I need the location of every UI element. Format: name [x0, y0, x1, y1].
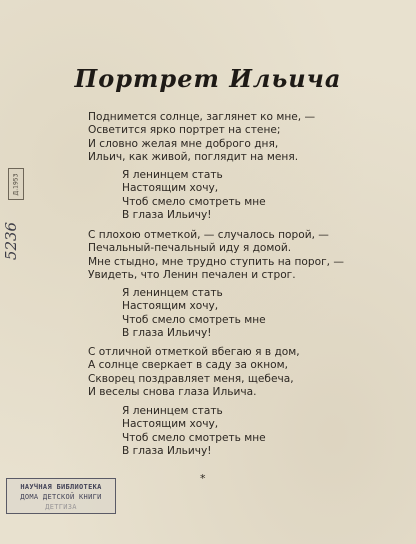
stanza-line: Осветится ярко портрет на стене;	[88, 124, 281, 137]
refrain-3	[122, 405, 266, 459]
refrain-line: Я ленинцем стать	[122, 405, 223, 417]
refrain-line: Я ленинцем стать	[122, 169, 223, 181]
refrain-line: Настоящим хочу,	[122, 418, 219, 431]
stamp-line: НАУЧНАЯ БИБЛИОТЕКА	[20, 483, 102, 491]
stamp-line: ДОМА ДЕТСКОЙ КНИГИ	[20, 493, 102, 501]
stanza-line: Ильич, как живой, поглядит на меня.	[88, 151, 299, 164]
stanza-line: Мне стыдно, мне трудно ступить на порог, —	[88, 255, 344, 268]
stanza-1	[88, 111, 315, 165]
refrain-line: В глаза Ильичу!	[122, 209, 212, 222]
refrain-line: Настоящим хочу,	[122, 300, 219, 313]
stanza-2	[88, 229, 344, 283]
poem-title: Портрет Ильича	[74, 64, 342, 93]
stanza-line: И словно желая мне доброго дня,	[88, 137, 279, 150]
end-ornament: *	[200, 472, 206, 485]
margin-label-text: Д.1953	[12, 173, 20, 195]
handwritten-number	[2, 212, 30, 268]
stanza-line: И веселы снова глаза Ильича.	[88, 386, 257, 399]
refrain-2	[122, 287, 266, 341]
refrain-line: В глаза Ильичу!	[122, 445, 212, 458]
library-stamp	[6, 478, 116, 514]
stanza-line: С плохою отметкой, — случалось порой, —	[88, 229, 329, 241]
stanza-line: Поднимется солнце, заглянет ко мне, —	[88, 111, 316, 123]
refrain-line: Чтоб смело смотреть мне	[122, 195, 266, 208]
refrain-line: Настоящим хочу,	[122, 182, 219, 195]
stanza-line: Скворец поздравляет меня, щебеча,	[88, 372, 294, 385]
stamp-line: ДЕТГИЗА	[45, 503, 77, 511]
refrain-line: Я ленинцем стать	[122, 287, 223, 299]
stanza-line: Увидеть, что Ленин печален и строг.	[88, 269, 296, 282]
refrain-line: В глаза Ильичу!	[122, 327, 212, 340]
margin-label	[8, 168, 24, 200]
refrain-1	[122, 169, 266, 223]
handwritten-number-text: 5236	[2, 221, 21, 261]
stanza-3	[88, 346, 300, 400]
refrain-line: Чтоб смело смотреть мне	[122, 313, 266, 326]
stanza-line: С отличной отметкой вбегаю я в дом,	[88, 346, 300, 358]
refrain-line: Чтоб смело смотреть мне	[122, 431, 266, 444]
stanza-line: Печальный-печальный иду я домой.	[88, 242, 292, 255]
stanza-line: А солнце сверкает в саду за окном,	[88, 359, 288, 372]
